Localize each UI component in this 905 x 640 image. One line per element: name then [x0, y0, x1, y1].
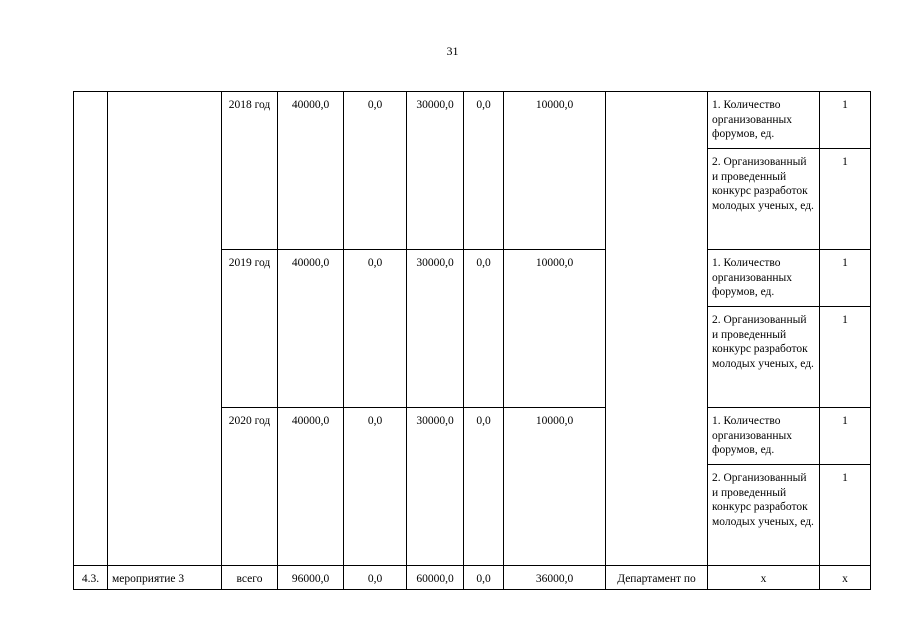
cell-total: 96000,0: [278, 566, 344, 590]
cell-year: 2019 год: [222, 250, 278, 408]
cell-activity-empty: [108, 92, 222, 566]
cell-indicator: 1. Количество организованных форумов, ед.: [708, 408, 820, 465]
cell-year: 2018 год: [222, 92, 278, 250]
cell-indicator: 1. Количество организованных форумов, ед.: [708, 92, 820, 149]
cell-indicator-value: 1: [820, 408, 871, 465]
cell-local: 0,0: [464, 408, 504, 566]
cell-indicator: х: [708, 566, 820, 590]
cell-indicator: 2. Организованный и проведенный конкурс разработок молодых ученых, ед.: [708, 307, 820, 408]
table-row-activity-4-3: [74, 566, 871, 590]
cell-number: 4.3.: [74, 566, 108, 590]
table-row-2018-a: [74, 92, 871, 149]
cell-local: 0,0: [464, 92, 504, 250]
cell-regional: 30000,0: [407, 250, 464, 408]
cell-indicator-value: х: [820, 566, 871, 590]
cell-other: 10000,0: [504, 408, 606, 566]
cell-total: 40000,0: [278, 408, 344, 566]
cell-local: 0,0: [464, 250, 504, 408]
cell-other: 36000,0: [504, 566, 606, 590]
cell-total: 40000,0: [278, 92, 344, 250]
cell-indicator-value: 1: [820, 149, 871, 250]
cell-local: 0,0: [464, 566, 504, 590]
cell-indicator-value: 1: [820, 250, 871, 307]
page-number: 31: [446, 44, 459, 58]
cell-indicator-value: 1: [820, 307, 871, 408]
cell-federal: 0,0: [344, 250, 407, 408]
cell-regional: 30000,0: [407, 408, 464, 566]
cell-number-empty: [74, 92, 108, 566]
cell-other: 10000,0: [504, 250, 606, 408]
cell-year: 2020 год: [222, 408, 278, 566]
cell-activity-name: мероприятие 3: [108, 566, 222, 590]
cell-regional: 60000,0: [407, 566, 464, 590]
cell-executor: Департамент по: [606, 566, 708, 590]
cell-indicator-value: 1: [820, 465, 871, 566]
program-activities-table: [73, 91, 871, 590]
cell-federal: 0,0: [344, 408, 407, 566]
cell-total: 40000,0: [278, 250, 344, 408]
cell-year: всего: [222, 566, 278, 590]
cell-federal: 0,0: [344, 566, 407, 590]
cell-regional: 30000,0: [407, 92, 464, 250]
cell-executor-empty: [606, 92, 708, 566]
cell-other: 10000,0: [504, 92, 606, 250]
cell-indicator: 1. Количество организованных форумов, ед.: [708, 250, 820, 307]
cell-federal: 0,0: [344, 92, 407, 250]
cell-indicator: 2. Организованный и проведенный конкурс разработок молодых ученых, ед.: [708, 149, 820, 250]
cell-indicator: 2. Организованный и проведенный конкурс разработок молодых ученых, ед.: [708, 465, 820, 566]
cell-indicator-value: 1: [820, 92, 871, 149]
